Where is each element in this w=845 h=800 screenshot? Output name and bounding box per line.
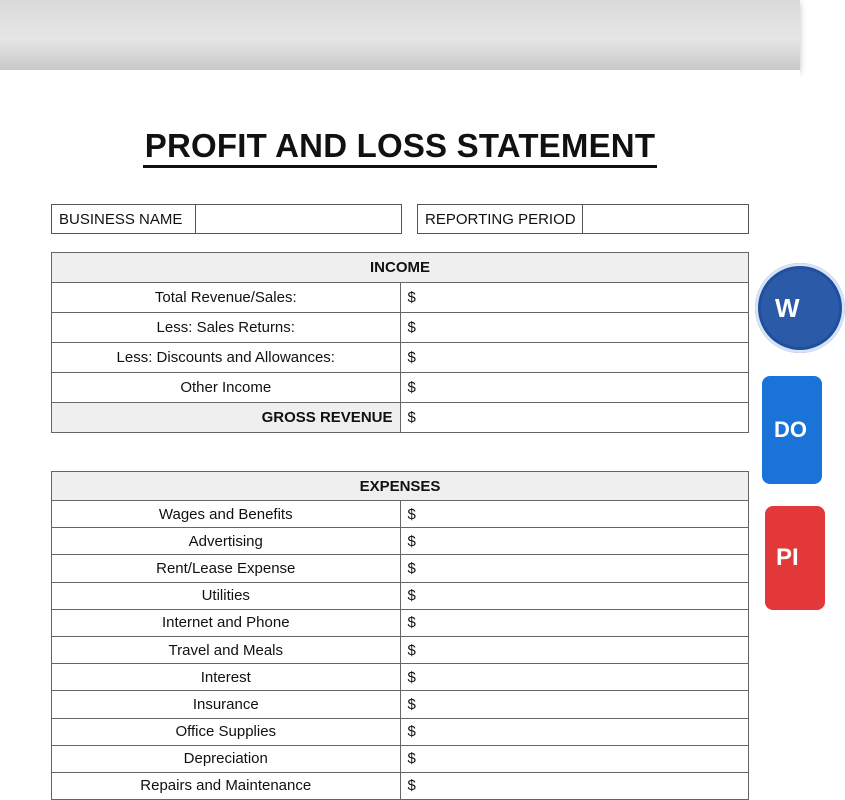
table-row: [52, 343, 749, 373]
table-row: [52, 373, 749, 403]
gross-revenue-label: GROSS REVENUE: [52, 403, 401, 433]
amount-cell[interactable]: $: [400, 772, 749, 799]
reporting-period-input[interactable]: [583, 205, 748, 233]
amount-cell[interactable]: $: [400, 582, 749, 609]
table-row: [52, 555, 749, 582]
row-label: Interest: [52, 664, 401, 691]
row-label: Insurance: [52, 691, 401, 718]
row-label: Less: Sales Returns:: [52, 313, 401, 343]
row-label: Office Supplies: [52, 718, 401, 745]
expenses-heading: EXPENSES: [52, 472, 749, 501]
pdf-icon-text: PI: [776, 544, 799, 571]
amount-cell[interactable]: $: [400, 555, 749, 582]
row-label: Total Revenue/Sales:: [52, 283, 401, 313]
page-title: [0, 127, 800, 165]
reporting-period-label: REPORTING PERIOD: [418, 205, 583, 233]
amount-cell[interactable]: $: [400, 636, 749, 663]
amount-cell[interactable]: $: [400, 283, 749, 313]
page-title-text: PROFIT AND LOSS STATEMENT: [143, 127, 657, 168]
gross-revenue-amount[interactable]: $: [400, 403, 749, 433]
table-row: [52, 528, 749, 555]
word-format-icon: [755, 263, 845, 353]
gross-revenue-row: [52, 403, 749, 433]
table-row: [52, 745, 749, 772]
table-row: [52, 582, 749, 609]
row-label: Travel and Meals: [52, 636, 401, 663]
row-label: Utilities: [52, 582, 401, 609]
google-docs-format-icon: [762, 376, 822, 484]
row-label: Advertising: [52, 528, 401, 555]
reporting-period-field: [417, 204, 749, 234]
amount-cell[interactable]: $: [400, 745, 749, 772]
amount-cell[interactable]: $: [400, 718, 749, 745]
table-row: [52, 609, 749, 636]
amount-cell[interactable]: $: [400, 343, 749, 373]
table-row: [52, 636, 749, 663]
table-row: [52, 772, 749, 799]
amount-cell[interactable]: $: [400, 691, 749, 718]
amount-cell[interactable]: $: [400, 313, 749, 343]
row-label: Rent/Lease Expense: [52, 555, 401, 582]
row-label: Internet and Phone: [52, 609, 401, 636]
row-label: Other Income: [52, 373, 401, 403]
income-table: [51, 252, 749, 433]
amount-cell[interactable]: $: [400, 609, 749, 636]
table-row: [52, 283, 749, 313]
amount-cell[interactable]: $: [400, 664, 749, 691]
docs-icon-text: DO: [774, 417, 807, 442]
business-name-field: [51, 204, 402, 234]
table-row: [52, 718, 749, 745]
expenses-table: [51, 471, 749, 800]
row-label: Wages and Benefits: [52, 501, 401, 528]
word-icon-inner: [761, 269, 839, 347]
amount-cell[interactable]: $: [400, 501, 749, 528]
table-row: [52, 501, 749, 528]
row-label: Repairs and Maintenance: [52, 772, 401, 799]
word-icon-letter: W: [775, 292, 800, 323]
amount-cell[interactable]: $: [400, 528, 749, 555]
row-label: Depreciation: [52, 745, 401, 772]
background-surface: [0, 0, 800, 70]
table-row: [52, 691, 749, 718]
table-row: [52, 664, 749, 691]
business-name-label: BUSINESS NAME: [52, 205, 196, 233]
business-name-input[interactable]: [196, 205, 401, 233]
amount-cell[interactable]: $: [400, 373, 749, 403]
table-row: [52, 313, 749, 343]
pdf-format-icon: [765, 506, 825, 610]
income-heading: INCOME: [52, 253, 749, 283]
row-label: Less: Discounts and Allowances:: [52, 343, 401, 373]
